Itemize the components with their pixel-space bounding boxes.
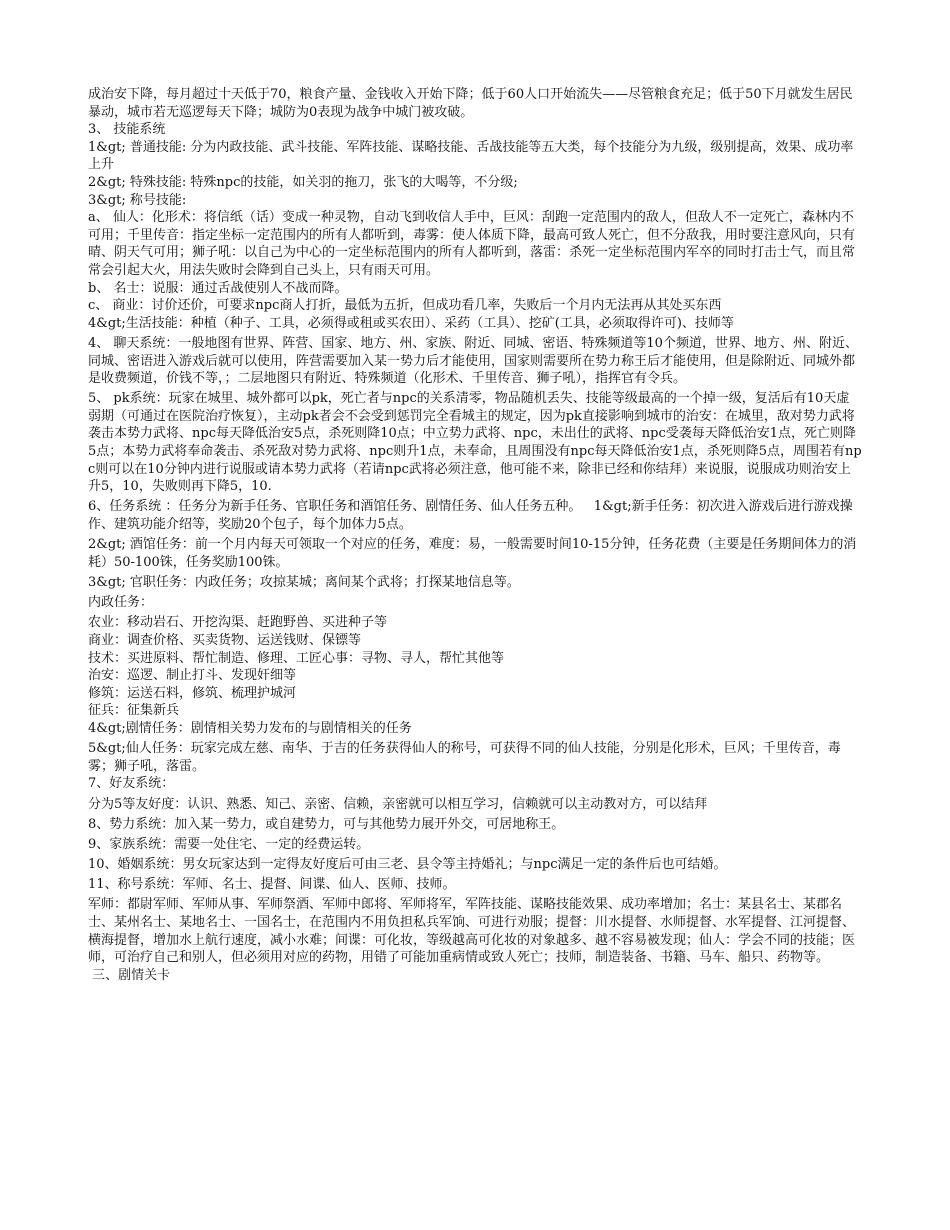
paragraph-pk-system: 5、 pk系统：玩家在城里、城外都可以pk，死亡者与npc的关系清零，物品随机丢失、技能等级最高的一个掉一级，复活后有10天虚弱期（可通过在医院治疗恢复），主动pk者会不会受到惩罚完全看城主的规定，因为pk直接影响到城市的治安：在城里，敌对势力武将袭击本势力武将、npc每天降低治安5点，杀死则降10点；中立势力武将、npc，未出仕的武将、npc受袭每天降低治安1点，死亡则降5点；本势力武将奉命袭击、杀死敌对势力武将、npc则升1点，未奉命，且周围没有npc每天降低治安1点，杀死则降5点，周围若有npc则可以在10分钟内进行说服或请本势力武将（若请npc武将必须注意，他可能不来，除非已经和你结拜）来说服，说服成功则治安上升5，10，失败则再下降5，10. xyxy=(88,391,862,495)
paragraph-chat-system: 4、 聊天系统：一般地图有世界、阵营、国家、地方、州、家族、附近、同城、密语、特殊频道等10个频道，世界、地方、州、附近、同城、密语进入游戏后就可以使用，阵营需要加入某一势力后才能使用，国家则需要所在势力称王后才能使用，但是除附近、同城外都是收费频道，价钱不等，；二层地图只有附近、特殊频道（化形术、千里传音、狮子吼），指挥官有令兵。 xyxy=(88,335,858,387)
heading-friend-system: 7、好友系统： xyxy=(88,776,175,792)
heading-story-levels: 三、剧情关卡 xyxy=(88,967,171,983)
paragraph-quest-system: 6、任务系统 ：任务分为新手任务、官职任务和酒馆任务、剧情任务、仙人任务五种。 1&gt;新手任务：初次进入游戏后进行游戏操作、建筑功能介绍等，奖励20个包子，每个加体力5点。 xyxy=(88,499,853,533)
paragraph-normal-skills: 1&gt; 普通技能: 分为内政技能、武斗技能、军阵技能、谋略技能、舌战技能等五大类，每个技能分为九级，级别提高，效果、成功率上升 xyxy=(88,139,854,173)
paragraph-title-skills: 3&gt; 称号技能: xyxy=(88,192,187,208)
paragraph-special-skills: 2&gt; 特殊技能: 特殊npc的技能，如关羽的拖刀，张飞的大喝等，不分级; xyxy=(88,174,518,190)
paragraph-immortal-skills: a、 仙人：化形术：将信纸（话）变成一种灵物，自动飞到收信人手中，巨风：刮跑一定范围内的敌人，但敌人不一定死亡，森林内不可用；千里传音：指定坐标一定范围内的所有人都听到，毒雾：使人体质下降，最高可致人死亡，但不分敌我，用时要注意风向，只有晴、阴天气可用；狮子吼：以自己为中心的一定坐标范围内的所有人都听到，落雷：杀死一定坐标范围内军卒的同时打击士气，而且常常会引起大火，用法失败时会降到自己头上，只有雨天可用。 xyxy=(88,210,856,278)
paragraph-security-effects: 成治安下降，每月超过十天低于70，粮食产量、金钱收入开始下降；低于60人口开始流失——尽管粮食充足；低于50下月就发生居民暴动，城市若无巡逻每天下降；城防为0表现为战争中城门被攻破。 xyxy=(88,87,853,120)
list-item-technology: 技术：买进原料、帮忙制造、修理、工匠心事：寻物、寻人，帮忙其他等 xyxy=(88,650,505,666)
list-item-construction: 修筑：运送石料，修筑、梳理护城河 xyxy=(88,685,297,701)
list-item-security: 治安：巡逻、制止打斗、发现奸细等 xyxy=(88,668,297,684)
paragraph-merchant-skills: c、 商业：讨价还价，可要求npc商人打折，最低为五折，但成功看几率，失败后一个月内无法再从其处买东西 xyxy=(88,298,722,314)
list-item-conscription: 征兵：征集新兵 xyxy=(88,703,180,719)
paragraph-scholar-skills: b、 名士：说服：通过舌战使别人不战而降。 xyxy=(88,280,348,296)
paragraph-official-quest: 3&gt; 官职任务：内政任务；攻掠某城；离间某个武将；打探某地信息等。 xyxy=(88,575,520,590)
heading-domestic-quests: 内政任务： xyxy=(88,595,154,611)
paragraph-faction-system: 8、势力系统：加入某一势力，或自建势力，可与其他势力展开外交，可居地称王。 xyxy=(88,816,565,832)
paragraph-title-details: 军师：都尉军师、军师从事、军师祭酒、军师中郎将、军师将军，军阵技能、谋略技能效果、成功率增加；名士：某县名士、某郡名士、某州名士、某地名士、一国名士，在范围内不用负担私兵军饷、可进行劝服；提督：川水提督、水师提督、水军提督、江河提督、横海提督，增加水上航行速度，减小水难；间谍：可化妆，等级越高可化妆的对象越多、越不容易被发现；仙人：学会不同的技能；医师，可治疗自己和别人，但必须用对应的药物，用错了可能加重病情或致人死亡；技师，制造装备、书籍、马车、船只、药物等。 xyxy=(88,897,856,966)
paragraph-marriage-system: 10、婚姻系统：男女玩家达到一定得友好度后可由三老、县令等主持婚礼；与npc满足一定的条件后也可结婚。 xyxy=(88,857,727,873)
list-item-agriculture: 农业：移动岩石、开挖沟渠、赶跑野兽、买进种子等 xyxy=(88,615,388,631)
paragraph-title-system: 11、称号系统：军师、名士、提督、间谍、仙人、医师、技师。 xyxy=(88,877,456,893)
paragraph-tavern-quest: 2&gt; 酒馆任务：前一个月内每天可领取一个对应的任务，难度：易，一般需要时间10-15分钟，任务花费（主要是任务期间体力的消耗）50-100铢，任务奖励100铢。 xyxy=(88,537,857,570)
paragraph-life-skills: 4&gt;生活技能：种植（种子、工具，必须得或租或买农田）、采药（工具）、挖矿(工具，必须取得许可)、技师等 xyxy=(88,315,734,331)
paragraph-friendship-levels: 分为5等友好度：认识、熟悉、知己、亲密、信赖，亲密就可以相互学习，信赖就可以主动教对方，可以结拜 xyxy=(88,796,708,812)
list-item-commerce: 商业：调查价格、买卖货物、运送钱财、保镖等 xyxy=(88,632,362,648)
paragraph-story-quest: 4&gt;剧情任务：剧情相关势力发布的与剧情相关的任务 xyxy=(88,720,412,736)
paragraph-immortal-quest: 5&gt;仙人任务：玩家完成左慈、南华、于吉的任务获得仙人的称号，可获得不同的仙人技能，分别是化形术，巨风；千里传音，毒雾；狮子吼，落雷。 xyxy=(88,741,841,774)
heading-skill-system: 3、 技能系统 xyxy=(88,122,166,138)
paragraph-clan-system: 9、家族系统：需要一处住宅、一定的经费运转。 xyxy=(88,836,370,852)
